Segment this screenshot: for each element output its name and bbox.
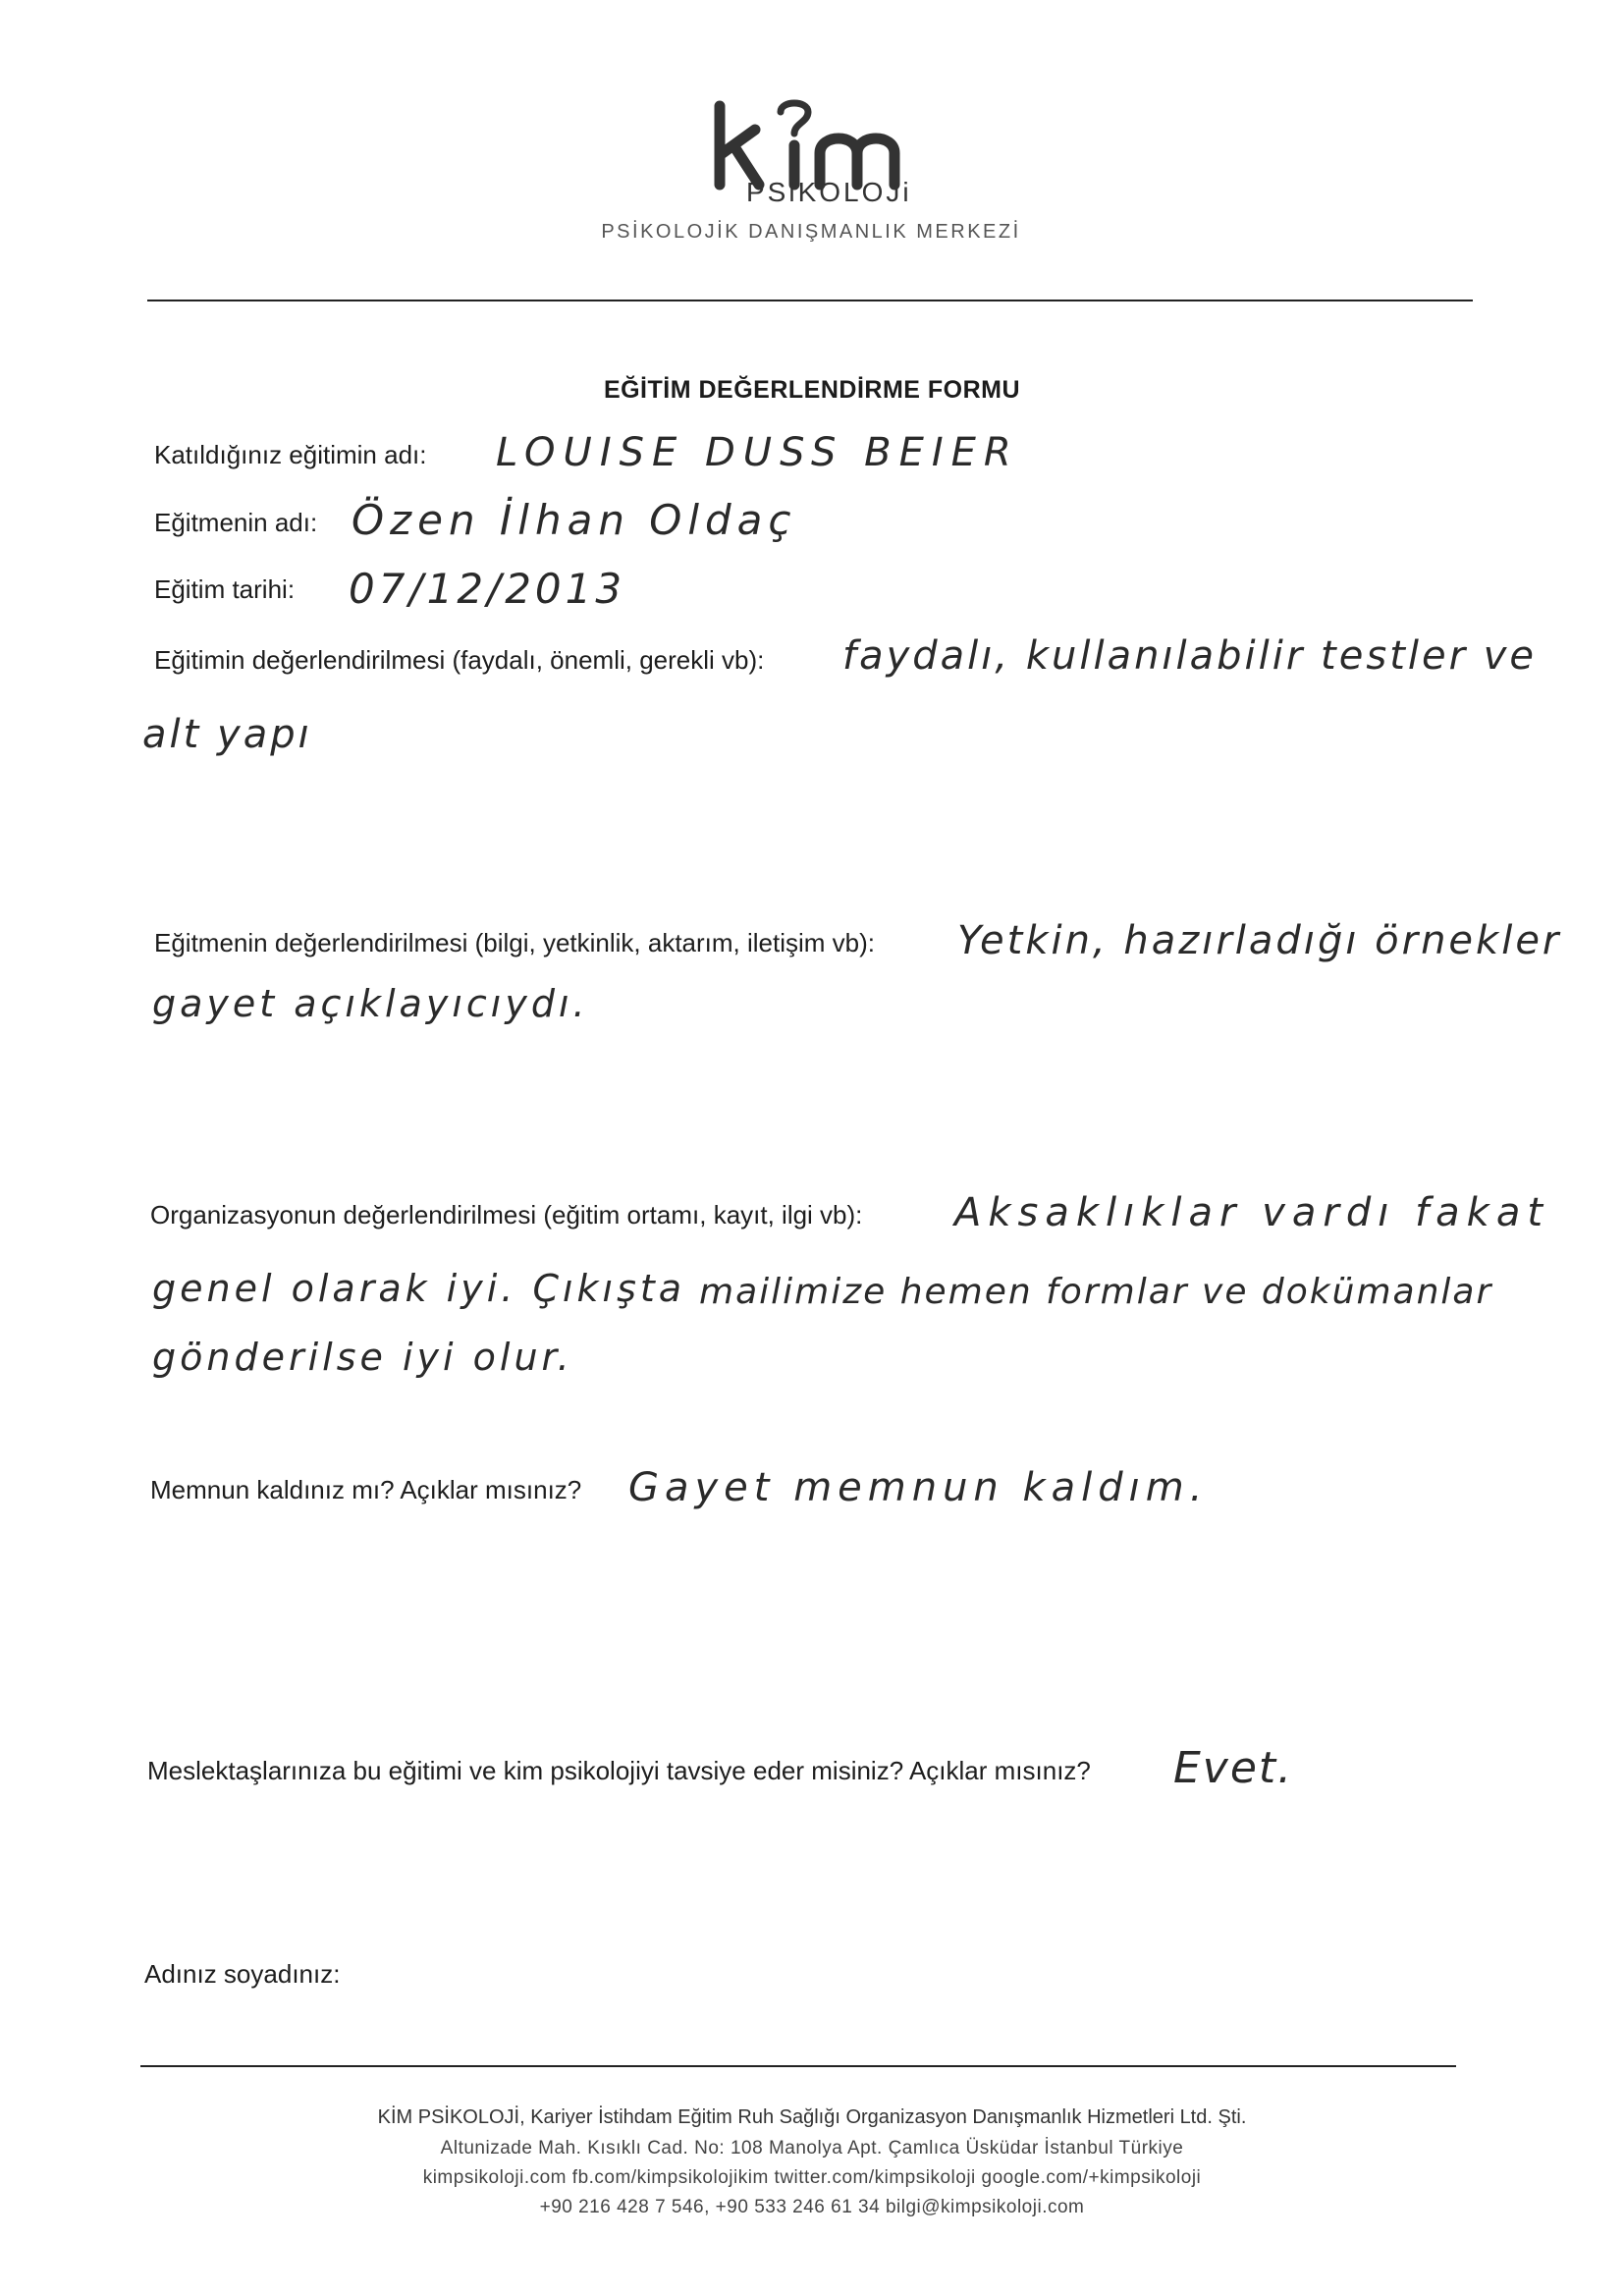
training-name-label: Katıldığınız eğitimin adı:: [154, 440, 427, 469]
training-evaluation-answer-line2: alt yapı: [142, 712, 312, 757]
logo-subtitle: PSiKOLOJi: [746, 177, 912, 207]
trainer-evaluation-label: Eğitmenin değerlendirilmesi (bilgi, yetkinlik, aktarım, iletişim vb):: [154, 928, 876, 957]
footer-web: kimpsikoloji.com fb.com/kimpsikolojikim twitter.com/kimpsikoloji google.com/+kimpsikoloji: [422, 2167, 1202, 2188]
training-date-answer: 07/12/2013: [349, 565, 626, 613]
organization-evaluation-answer-line2a: genel olarak iyi. Çıkışta: [152, 1267, 686, 1310]
footer-contact: +90 216 428 7 546, +90 533 246 61 34 bilgi@kimpsikoloji.com: [539, 2197, 1085, 2217]
full-name-label: Adınız soyadınız:: [144, 1959, 341, 1989]
footer-address: Altunizade Mah. Kısıklı Cad. No: 108 Manolya Apt. Çamlıca Üsküdar İstanbul Türkiye: [440, 2138, 1184, 2158]
trainer-name-label: Eğitmenin adı:: [154, 508, 318, 537]
training-evaluation-label: Eğitimin değerlendirilmesi (faydalı, önemli, gerekli vb):: [154, 645, 765, 675]
training-date-label: Eğitim tarihi:: [154, 574, 296, 604]
recommendation-label: Meslektaşlarınıza bu eğitimi ve kim psikolojiyi tavsiye eder misiniz? Açıklar mısınız?: [147, 1756, 1091, 1785]
training-name-answer: LOUISE DUSS BEIER: [496, 430, 1019, 475]
trainer-name-answer: Özen İlhan Oldaç: [352, 496, 797, 544]
recommendation-answer: Evet.: [1173, 1743, 1294, 1793]
satisfaction-answer: Gayet memnun kaldım.: [628, 1465, 1209, 1510]
organization-evaluation-answer-line3: gönderilse iyi olur.: [152, 1336, 573, 1379]
training-evaluation-answer-line1: faydalı, kullanılabilir testler ve: [842, 633, 1538, 679]
organization-evaluation-answer-line1: Aksaklıklar vardı fakat: [954, 1190, 1550, 1235]
header-divider: [147, 300, 1473, 301]
organization-evaluation-answer-line2b: mailimize hemen formlar ve dokümanlar: [699, 1272, 1493, 1312]
footer-divider: [140, 2065, 1456, 2067]
footer-company: KİM PSİKOLOJİ, Kariyer İstihdam Eğitim Ruh Sağlığı Organizasyon Danışmanlık Hizmetleri Ltd. Şti.: [377, 2106, 1247, 2128]
trainer-evaluation-answer-line2: gayet açıklayıcıydı.: [152, 982, 589, 1025]
logo-tagline: PSİKOLOJİK DANIŞMANLIK MERKEZİ: [601, 221, 1021, 243]
satisfaction-label: Memnun kaldınız mı? Açıklar mısınız?: [150, 1475, 582, 1504]
trainer-evaluation-answer-line1: Yetkin, hazırladığı örnekler: [957, 918, 1562, 963]
form-title: EĞİTİM DEĞERLENDİRME FORMU: [603, 376, 1021, 404]
organization-evaluation-label: Organizasyonun değerlendirilmesi (eğitim ortamı, kayıt, ilgi vb):: [150, 1200, 863, 1229]
